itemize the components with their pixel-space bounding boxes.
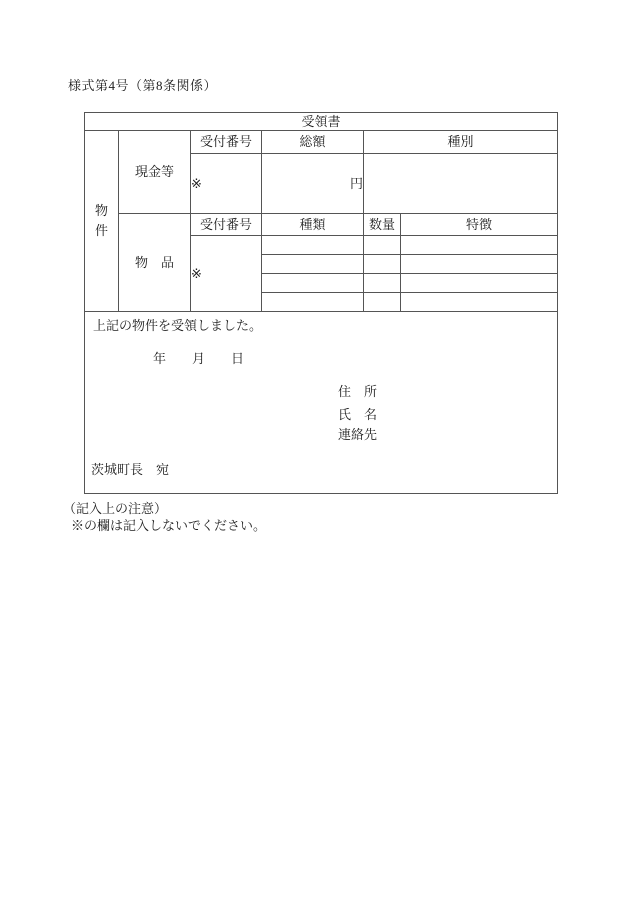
- goods-kind-cell-1: [262, 236, 364, 255]
- acknowledgement-section: [85, 313, 557, 493]
- goods-row-label: 物 品: [119, 214, 191, 312]
- property-label: [85, 203, 118, 238]
- goods-features-cell-3: [401, 274, 558, 293]
- goods-features-header: 特徴: [401, 214, 558, 236]
- note-item: ※の欄は記入しないでください。: [71, 518, 267, 533]
- goods-quantity-cell-2: [364, 255, 401, 274]
- goods-kind-cell-3: [262, 274, 364, 293]
- cash-type-cell: [364, 154, 558, 214]
- cash-total-amount-cell: 円: [262, 154, 364, 214]
- goods-reception-no-cell: ※: [191, 236, 262, 312]
- form-number: 様式第4号（第8条関係）: [68, 78, 218, 93]
- goods-reception-no-header: 受付番号: [191, 214, 262, 236]
- goods-features-cell-1: [401, 236, 558, 255]
- goods-quantity-header: 数量: [364, 214, 401, 236]
- goods-features-cell-2: [401, 255, 558, 274]
- receipt-title: 受領書: [85, 113, 558, 131]
- acknowledgement-statement: 上記の物件を受領しました。: [93, 317, 263, 333]
- goods-quantity-cell-3: [364, 274, 401, 293]
- contact-label: 連絡先: [338, 426, 378, 442]
- cash-row-label: 現金等: [119, 131, 191, 214]
- date-line: 年 月 日: [153, 350, 245, 366]
- goods-kind-header: 種類: [262, 214, 364, 236]
- notes-heading: （記入上の注意）: [63, 501, 168, 516]
- cash-reception-no-header: 受付番号: [191, 131, 262, 154]
- cash-type-header: 種別: [364, 131, 558, 154]
- addressee: 茨城町長 宛: [91, 461, 170, 477]
- goods-features-cell-4: [401, 293, 558, 312]
- property-label-cell: [85, 131, 119, 312]
- property-char-2: 件: [94, 223, 108, 238]
- address-label: 住 所: [338, 383, 378, 399]
- cash-reception-no-cell: ※: [191, 154, 262, 214]
- cash-total-header: 総額: [262, 131, 364, 154]
- goods-kind-cell-4: [262, 293, 364, 312]
- name-label: 氏 名: [338, 406, 378, 422]
- goods-quantity-cell-4: [364, 293, 401, 312]
- goods-quantity-cell-1: [364, 236, 401, 255]
- property-char-1: 物: [94, 203, 108, 219]
- receipt-table: [84, 112, 558, 494]
- notes-section: [63, 500, 266, 534]
- acknowledgement-cell: [85, 312, 558, 494]
- goods-kind-cell-2: [262, 255, 364, 274]
